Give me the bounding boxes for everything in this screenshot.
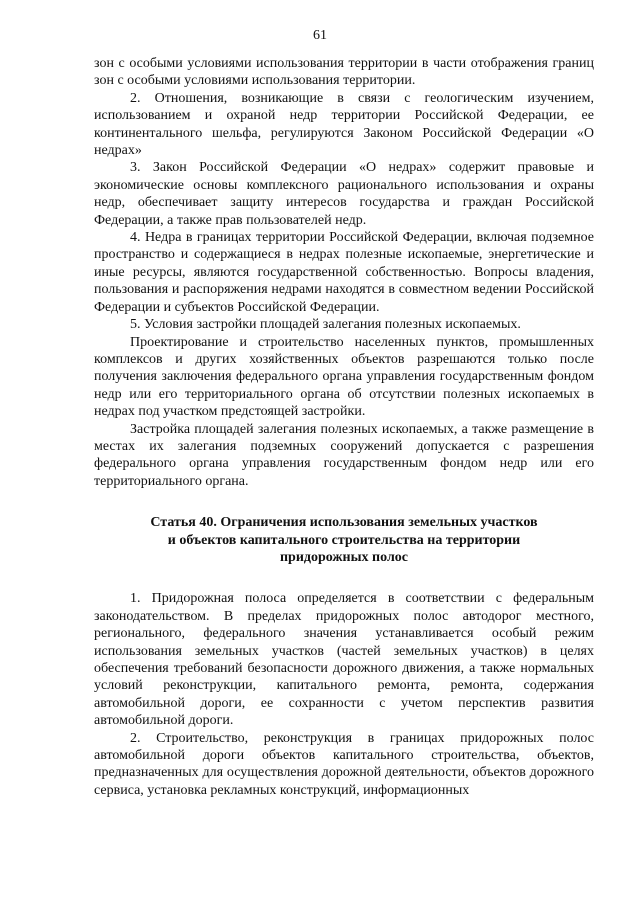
paragraph: 3. Закон Российской Федерации «О недрах» содержит правовые и экономические основы комплексного рационального использования и охраны недр, обеспечивает защиту интересов государства и граждан Российской Федерации, а также прав пользователей недр.: [94, 160, 594, 228]
paragraphs-after: [94, 590, 594, 799]
paragraph: Застройка площадей залегания полезных ископаемых, а также размещение в местах их залегания подземных сооружений допускается с разрешения федерального органа управления государственным фондом недр или его территориального органа.: [94, 421, 594, 489]
page-number: 61: [313, 28, 327, 43]
paragraphs-before: [94, 55, 594, 490]
paragraph: 5. Условия застройки площадей залегания полезных ископаемых.: [130, 317, 521, 333]
paragraph: 4. Недра в границах территории Российской Федерации, включая подземное пространство и содержащиеся в недрах полезные ископаемые, энергетические и иные ресурсы, являются государственной собственностью. Вопросы владения, пользования и распоряжения недрами находятся в совместном ведении Российской Федерации и субъектов Российской Федерации.: [94, 230, 594, 315]
article-heading-line: Статья 40. Ограничения использования земельных участков: [150, 515, 538, 531]
document-body: [94, 55, 594, 799]
paragraph: 2. Отношения, возникающие в связи с геологическим изучением, использованием и охраной недр территории Российской Федерации, ее континентального шельфа, регулируются Законом Российской Федерации «О недрах»: [94, 90, 594, 159]
article-heading-line: и объектов капитального строительства на территории: [167, 532, 521, 548]
article-heading-line: придорожных полос: [279, 549, 409, 565]
paragraph: зон с особыми условиями использования территории в части отображения границ зон с особыми условиями использования территории.: [94, 56, 594, 89]
paragraph: Проектирование и строительство населенных пунктов, промышленных комплексов и других хозяйственных объектов разрешаются только после получения заключения федерального органа управления государственным фондом недр или его территориального органа об отсутствии полезных ископаемых в недрах под участком предстоящей застройки.: [94, 334, 594, 420]
paragraph: 2. Строительство, реконструкция в границах придорожных полос автомобильной дороги объектов капитального строительства, объектов, предназначенных для осуществления дорожной деятельности, объектов дорожного сервиса, установка рекламных конструкций, информационных: [94, 730, 594, 798]
paragraph: 1. Придорожная полоса определяется в соответствии с федеральным законодательством. В пределах придорожных полос автодорог местного, регионального, федерального значения устанавливается особый режим использования земельных участков (частей земельных участков) в целях обеспечения требований безопасности дорожного движения, а также нормальных условий реконструкции, капитального ремонта, ремонта, содержания автомобильной дороги, ее сохранности с учетом перспектив развития автомобильной дороги.: [94, 591, 594, 729]
article-heading: [94, 514, 594, 566]
